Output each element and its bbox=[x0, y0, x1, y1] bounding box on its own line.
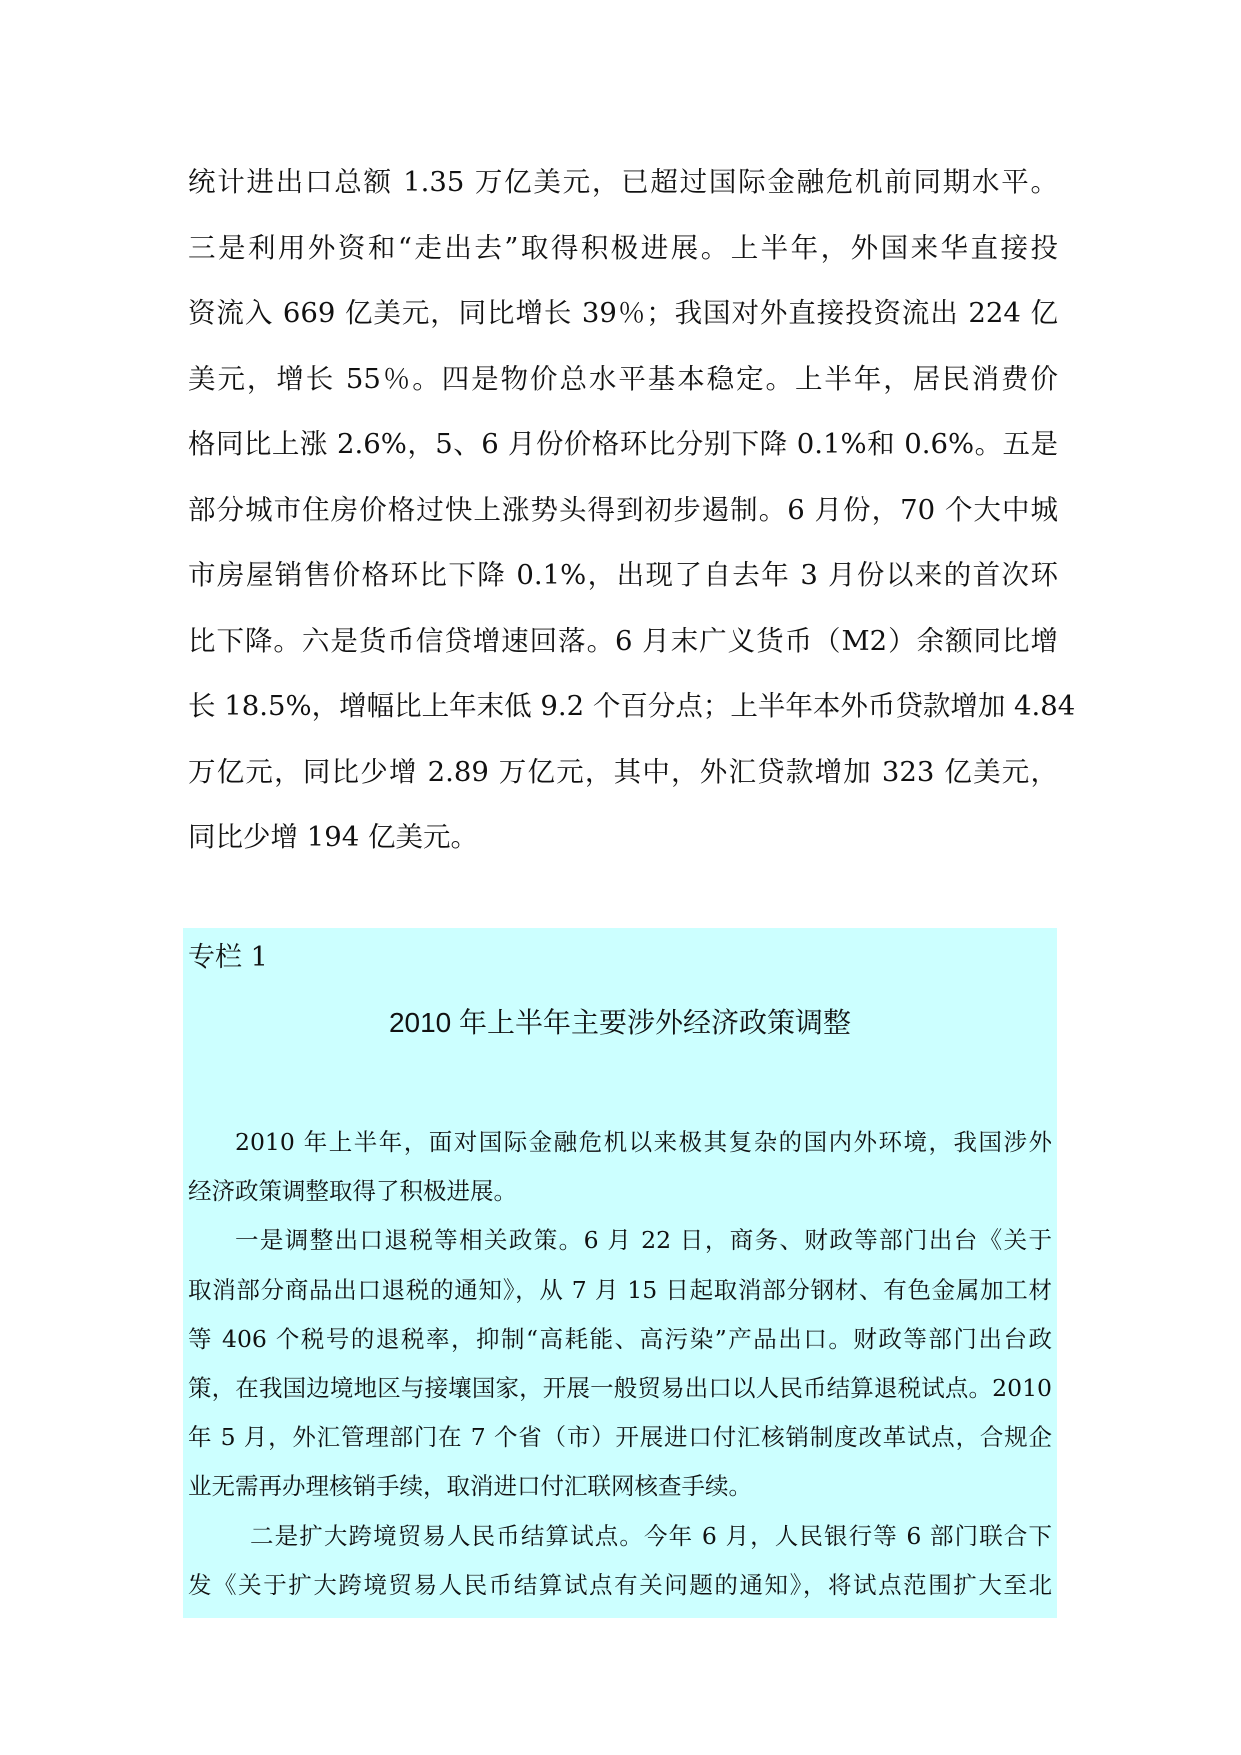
text-line: 万亿元，同比少增 2.89 万亿元，其中，外汇贷款增加 323 亿美元， bbox=[188, 755, 1058, 788]
text-line: 统计进出口总额 1.35 万亿美元，已超过国际金融危机前同期水平。 bbox=[188, 166, 1058, 198]
column-text-line: 二是扩大跨境贸易人民币结算试点。今年 6 月，人民银行等 6 部门联合下 bbox=[250, 1521, 1052, 1550]
column-text-line: 发《关于扩大跨境贸易人民币结算试点有关问题的通知》，将试点范围扩大至北 bbox=[188, 1570, 1052, 1599]
text-line: 格同比上涨 2.6%，5、6 月份价格环比分别下降 0.1%和 0.6%。五是 bbox=[188, 428, 1058, 460]
column-text-line: 取消部分商品出口退税的通知》，从 7 月 15 日起取消部分钢材、有色金属加工材 bbox=[188, 1275, 1052, 1304]
column-label: 专栏 1 bbox=[188, 942, 268, 973]
column-text-line: 2010 年上半年，面对国际金融危机以来极其复杂的国内外环境，我国涉外 bbox=[235, 1128, 1052, 1156]
column-text-line: 等 406 个税号的退税率，抑制“高耗能、高污染”产品出口。财政等部门出台政 bbox=[188, 1324, 1052, 1353]
column-text-line: 策，在我国边境地区与接壤国家，开展一般贸易出口以人民币结算退税试点。2010 bbox=[188, 1373, 1052, 1402]
text-line: 美元，增长 55％。四是物价总水平基本稳定。上半年，居民消费价 bbox=[188, 362, 1058, 395]
text-line: 比下降。六是货币信贷增速回落。6 月末广义货币（M2）余额同比增 bbox=[188, 624, 1058, 657]
column-text-line: 一是调整出口退税等相关政策。6 月 22 日，商务、财政等部门出台《关于 bbox=[235, 1226, 1052, 1255]
column-text-line: 业无需再办理核销手续，取消进口付汇联网核查手续。 bbox=[188, 1472, 752, 1501]
column-text-line: 年 5 月，外汇管理部门在 7 个省（市）开展进口付汇核销制度改革试点，合规企 bbox=[188, 1423, 1052, 1452]
text-line: 市房屋销售价格环比下降 0.1%，出现了自去年 3 月份以来的首次环 bbox=[188, 559, 1058, 591]
column-title: 2010 年上半年主要涉外经济政策调整 bbox=[388, 1007, 852, 1038]
text-line: 三是利用外资和“走出去”取得积极进展。上半年，外国来华直接投 bbox=[188, 231, 1058, 264]
text-line: 资流入 669 亿美元，同比增长 39％；我国对外直接投资流出 224 亿 bbox=[188, 297, 1058, 329]
text-line: 部分城市住房价格过快上涨势头得到初步遏制。6 月份，70 个大中城 bbox=[188, 493, 1058, 526]
column-box bbox=[183, 928, 1057, 1618]
column-text-line: 经济政策调整取得了积极进展。 bbox=[188, 1177, 517, 1206]
body-text bbox=[188, 150, 1076, 871]
text-line: 长 18.5%，增幅比上年末低 9.2 个百分点；上半年本外币贷款增加 4.84 bbox=[188, 690, 1076, 722]
text-line: 同比少增 194 亿美元。 bbox=[188, 821, 478, 853]
column-body bbox=[188, 1118, 1052, 1610]
